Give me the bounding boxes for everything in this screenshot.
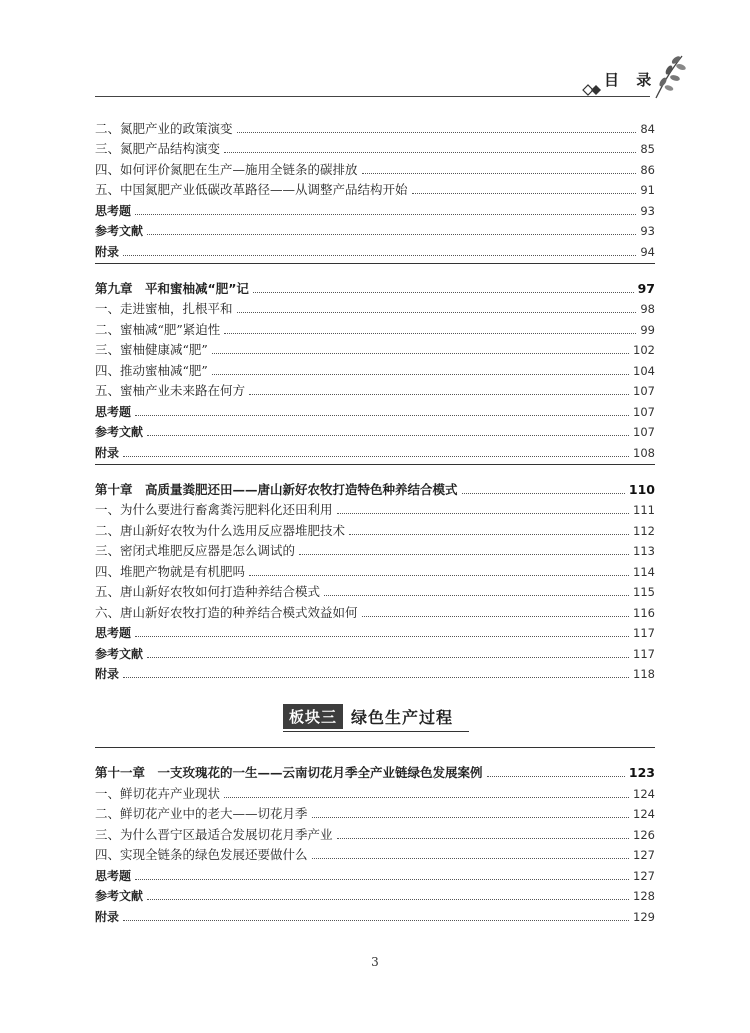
entry-title: 二、蜜柚减“肥”紧迫性 <box>95 321 221 337</box>
entry-title: 三、蜜柚健康减“肥” <box>95 342 208 357</box>
entry-title: 二、唐山新好农牧为什么选用反应器堆肥技术 <box>95 522 346 538</box>
block-heading <box>283 703 453 729</box>
dot-leader <box>224 152 636 153</box>
entry-page: 86 <box>640 162 655 177</box>
entry-page: 107 <box>633 404 655 419</box>
toc-entry[interactable] <box>95 157 655 178</box>
entry-title: 三、为什么晋宁区最适合发展切花月季产业 <box>95 826 333 842</box>
toc-entry[interactable] <box>95 621 655 642</box>
dot-leader <box>349 534 629 535</box>
dot-leader <box>147 899 629 900</box>
header-rule <box>95 96 650 97</box>
chapter-title: 第九章 平和蜜柚减“肥”记 <box>95 280 249 296</box>
entry-title: 一、鲜切花卉产业现状 <box>95 785 221 801</box>
entry-page: 124 <box>633 807 655 821</box>
entry-page: 98 <box>640 302 655 316</box>
entry-title: 四、实现全链条的绿色发展还要做什么 <box>95 847 308 862</box>
entry-page: 128 <box>633 889 655 903</box>
entry-page: 107 <box>633 425 655 439</box>
entry-page: 126 <box>633 827 655 842</box>
toc-entry[interactable] <box>95 662 655 683</box>
entry-title: 六、唐山新好农牧打造的种养结合模式效益如何 <box>95 604 358 620</box>
dot-leader <box>224 797 629 798</box>
entry-page: 113 <box>633 544 655 558</box>
entry-page: 117 <box>633 646 655 661</box>
toc-chapter-10[interactable] <box>95 471 655 498</box>
dot-leader <box>487 776 625 777</box>
page-header <box>0 0 750 110</box>
dot-leader <box>324 595 629 596</box>
dot-leader <box>123 456 629 457</box>
entry-title: 参考文献 <box>95 224 144 238</box>
toc-entry[interactable] <box>95 379 655 400</box>
entry-title: 附录 <box>95 244 120 259</box>
entry-page: 111 <box>633 503 655 517</box>
entry-page: 112 <box>633 523 655 538</box>
block-underline <box>283 731 469 732</box>
toc-entry[interactable] <box>95 843 655 864</box>
dot-leader <box>147 234 636 235</box>
leaf-sprig-icon <box>652 52 688 100</box>
entry-title: 三、氮肥产品结构演变 <box>95 141 221 156</box>
entry-page: 118 <box>633 667 655 681</box>
entry-page: 93 <box>640 224 655 238</box>
toc-entry[interactable] <box>95 358 655 379</box>
dot-leader <box>362 173 637 174</box>
entry-title: 四、推动蜜柚减“肥” <box>95 362 208 378</box>
toc-entry[interactable] <box>95 580 655 601</box>
dot-leader <box>249 575 629 576</box>
toc-entry[interactable] <box>95 600 655 621</box>
dot-leader <box>337 838 630 839</box>
toc-entry[interactable] <box>95 440 655 461</box>
toc-entry[interactable] <box>95 239 655 260</box>
toc-entry[interactable] <box>95 420 655 441</box>
entry-page: 85 <box>640 142 655 156</box>
entry-title: 五、唐山新好农牧如何打造种养结合模式 <box>95 584 321 599</box>
chapter-divider <box>95 747 655 748</box>
entry-title: 附录 <box>95 909 120 924</box>
dot-leader <box>337 513 630 514</box>
entry-page: 104 <box>633 363 655 378</box>
chapter-page: 97 <box>637 280 655 296</box>
toc-entry[interactable] <box>95 863 655 884</box>
chapter-title: 第十一章 一支玫瑰花的一生——云南切花月季全产业链绿色发展案例 <box>95 765 483 780</box>
entry-page: 102 <box>633 343 655 357</box>
header-title: 目 录 <box>604 71 658 89</box>
toc-entry[interactable] <box>95 338 655 359</box>
dot-leader <box>212 353 629 354</box>
toc-chapter-9[interactable] <box>95 270 655 297</box>
dot-leader <box>312 817 630 818</box>
entry-title: 五、中国氮肥产业低碳改革路径——从调整产品结构开始 <box>95 182 408 197</box>
entry-page: 115 <box>633 585 655 599</box>
entry-title: 五、蜜柚产业未来路在何方 <box>95 383 246 398</box>
dot-leader <box>237 312 637 313</box>
dot-leader <box>123 920 629 921</box>
entry-page: 117 <box>633 626 655 640</box>
toc-list-top <box>95 116 655 682</box>
dot-leader <box>147 657 629 658</box>
entry-title: 参考文献 <box>95 646 144 661</box>
entry-page: 93 <box>640 203 655 218</box>
chapter-divider <box>95 263 655 264</box>
dot-leader <box>237 132 637 133</box>
diamond-ornament-icon <box>582 84 604 96</box>
entry-title: 思考题 <box>95 203 132 218</box>
entry-title: 参考文献 <box>95 889 144 903</box>
entry-title: 二、鲜切花产业中的老大——切花月季 <box>95 806 308 821</box>
dot-leader <box>135 415 629 416</box>
dot-leader <box>212 374 629 375</box>
entry-title: 思考题 <box>95 868 132 883</box>
toc-entry[interactable] <box>95 518 655 539</box>
dot-leader <box>224 333 636 334</box>
entry-page: 107 <box>633 384 655 398</box>
entry-title: 思考题 <box>95 626 132 640</box>
toc-entry[interactable] <box>95 116 655 137</box>
entry-page: 116 <box>633 605 655 620</box>
toc-entry[interactable] <box>95 641 655 662</box>
dot-leader <box>123 677 629 678</box>
toc-entry[interactable] <box>95 137 655 158</box>
entry-page: 127 <box>633 868 655 883</box>
dot-leader <box>312 858 630 859</box>
toc-entry[interactable] <box>95 884 655 905</box>
toc-entry[interactable] <box>95 904 655 925</box>
entry-page: 108 <box>633 445 655 460</box>
entry-title: 附录 <box>95 667 120 681</box>
chapter-page: 123 <box>628 765 655 780</box>
toc-entry[interactable] <box>95 178 655 199</box>
entry-page: 91 <box>640 183 655 197</box>
toc-entry[interactable] <box>95 219 655 240</box>
entry-title: 二、氮肥产业的政策演变 <box>95 120 233 136</box>
entry-title: 三、密闭式堆肥反应器是怎么调试的 <box>95 543 296 558</box>
dot-leader <box>362 616 630 617</box>
entry-title: 思考题 <box>95 404 132 419</box>
dot-leader <box>123 255 636 256</box>
entry-title: 一、走进蜜柚，扎根平和 <box>95 301 233 316</box>
entry-page: 114 <box>633 564 655 579</box>
dot-leader <box>135 879 629 880</box>
entry-title: 附录 <box>95 445 120 460</box>
toc-entry[interactable] <box>95 399 655 420</box>
toc-entry[interactable] <box>95 781 655 802</box>
entry-page: 94 <box>640 244 655 259</box>
block-badge: 板块三 <box>283 704 343 729</box>
entry-page: 84 <box>640 121 655 136</box>
entry-page: 124 <box>633 786 655 801</box>
entry-page: 127 <box>633 848 655 862</box>
toc-entry[interactable] <box>95 317 655 338</box>
dot-leader <box>135 214 636 215</box>
toc-entry[interactable] <box>95 559 655 580</box>
toc-list-bottom <box>95 744 655 925</box>
entry-title: 四、如何评价氮肥在生产—施用全链条的碳排放 <box>95 161 358 177</box>
toc-chapter-11[interactable] <box>95 754 655 781</box>
toc-entry[interactable] <box>95 802 655 823</box>
dot-leader <box>147 435 629 436</box>
dot-leader <box>249 394 629 395</box>
dot-leader <box>253 292 634 293</box>
dot-leader <box>412 193 637 194</box>
toc-entry[interactable] <box>95 822 655 843</box>
chapter-page: 110 <box>628 481 655 497</box>
dot-leader <box>299 554 629 555</box>
dot-leader <box>462 493 625 494</box>
toc-entry[interactable] <box>95 297 655 318</box>
toc-entry[interactable] <box>95 539 655 560</box>
entry-title: 四、堆肥产物就是有机肥吗 <box>95 563 246 579</box>
block-name: 绿色生产过程 <box>351 707 454 727</box>
entry-page: 129 <box>633 909 655 924</box>
entry-title: 参考文献 <box>95 425 144 439</box>
chapter-title: 第十章 高质量粪肥还田——唐山新好农牧打造特色种养结合模式 <box>95 481 458 497</box>
toc-entry[interactable] <box>95 498 655 519</box>
entry-title: 一、为什么要进行畜禽粪污肥料化还田利用 <box>95 502 333 517</box>
chapter-divider <box>95 464 655 465</box>
toc-entry[interactable] <box>95 198 655 219</box>
entry-page: 99 <box>640 322 655 337</box>
page-number: 3 <box>371 955 379 969</box>
dot-leader <box>135 636 629 637</box>
